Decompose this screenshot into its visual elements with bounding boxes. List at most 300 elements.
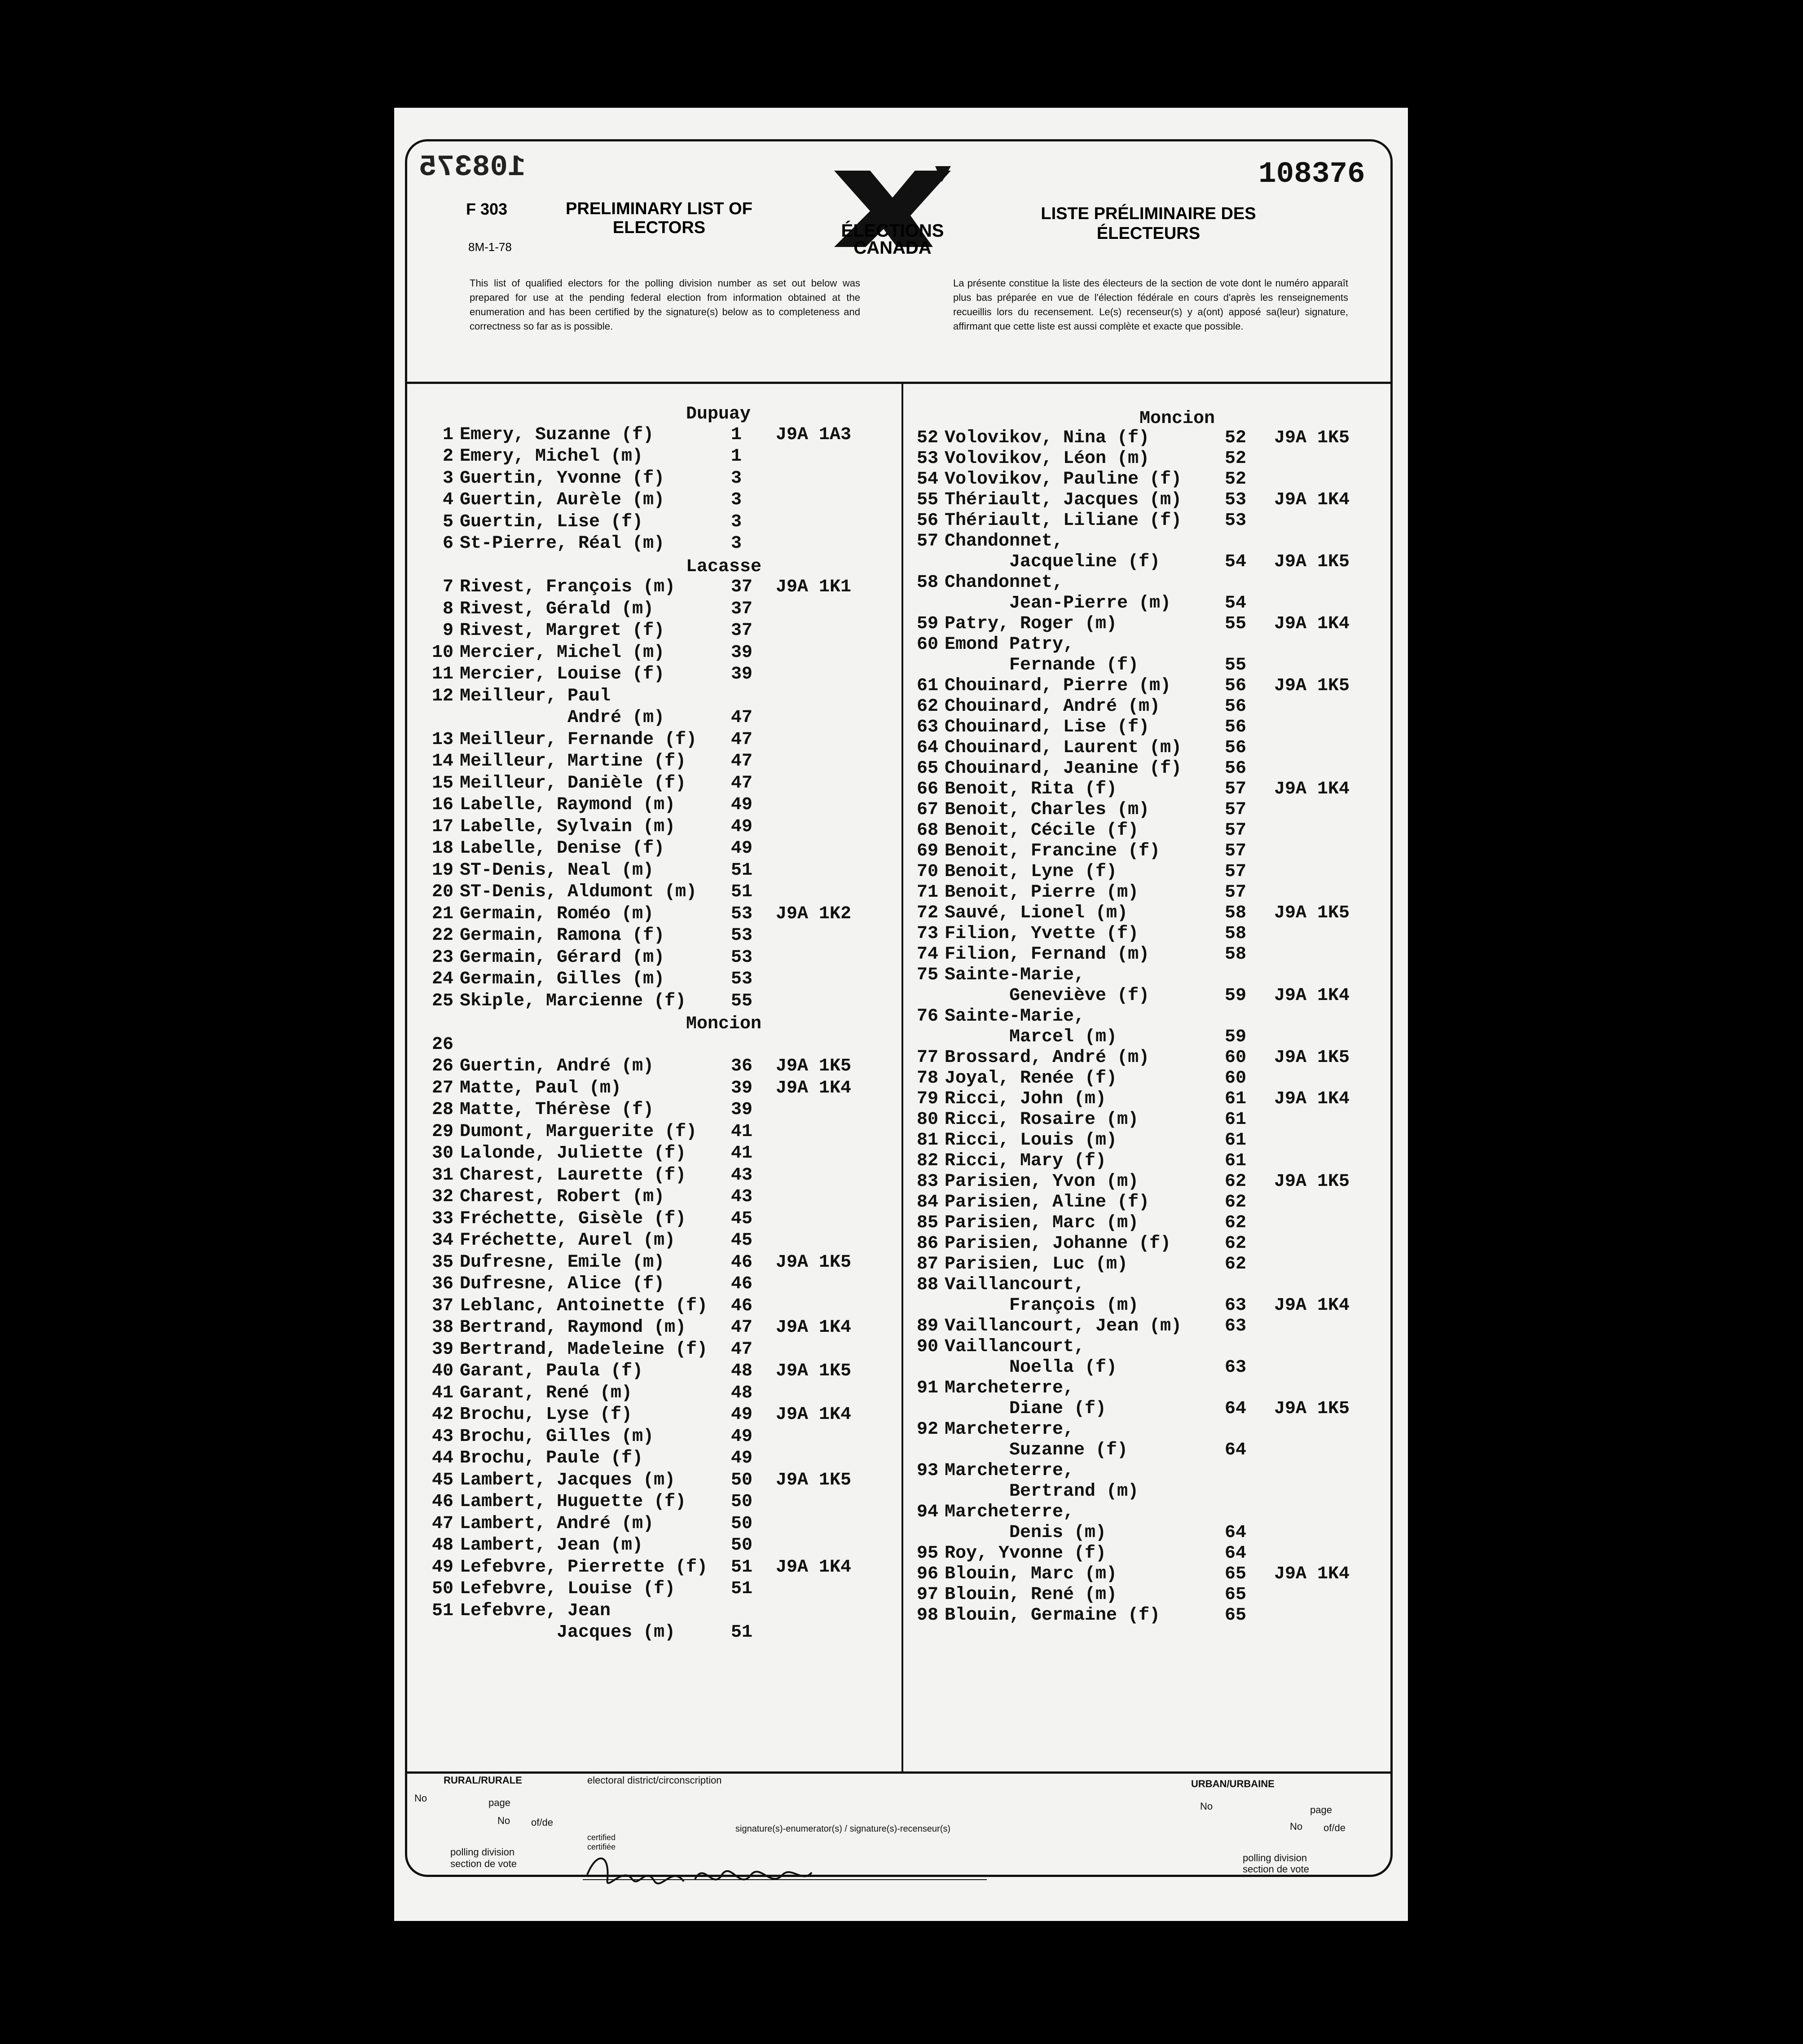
- civic-number: 41: [731, 1121, 753, 1142]
- elector-name: Emery, Suzanne (f): [460, 424, 654, 445]
- elector-number: 35: [431, 1252, 453, 1273]
- civic-number: 49: [731, 795, 753, 815]
- elector-name: Volovikov, Pauline (f): [945, 469, 1182, 489]
- rural-ofde-label: of/de: [531, 1817, 553, 1828]
- elector-number: 16: [431, 795, 453, 815]
- elector-name: Chandonnet,: [945, 573, 1064, 593]
- elector-row: [906, 1399, 1350, 1419]
- elector-number: 57: [916, 531, 938, 551]
- elector-name: Jean-Pierre (m): [945, 593, 1171, 613]
- civic-number: 41: [731, 1143, 753, 1163]
- elector-number: 21: [431, 903, 453, 924]
- elector-row: [421, 1143, 753, 1163]
- postal-code: J9A 1K5: [776, 1470, 852, 1490]
- elector-name: Charest, Laurette (f): [460, 1165, 686, 1185]
- elector-row: [421, 1513, 753, 1534]
- elector-number: 69: [916, 841, 938, 861]
- section-vote-label-right: section de vote: [1243, 1863, 1309, 1875]
- elector-number: 43: [431, 1426, 453, 1447]
- urban-no2-label: No: [1290, 1821, 1303, 1832]
- elector-row: [421, 468, 742, 489]
- intro-english: This list of qualified electors for the polling division number as set out below was prepared for use at the pending federal election from information obtained at the enumeration and has been certified by the signature(s) below as to completeness and correctness so far as is possible.: [470, 278, 860, 332]
- title-english: PRELIMINARY LIST OF ELECTORS: [566, 199, 752, 237]
- elector-name: Chouinard, Lise (f): [945, 717, 1150, 737]
- elector-name: Charest, Robert (m): [460, 1187, 665, 1207]
- elector-row: [906, 1151, 1247, 1171]
- elector-row: [421, 1383, 753, 1403]
- elector-name: Labelle, Sylvain (m): [460, 816, 676, 837]
- elector-name: Dumont, Marguerite (f): [460, 1121, 697, 1142]
- elector-row: [906, 593, 1247, 613]
- elector-row: [906, 552, 1350, 572]
- elector-row: [906, 924, 1247, 944]
- civic-number: 39: [731, 664, 753, 684]
- title-french: LISTE PRÉLIMINAIRE DES ÉLECTEURS: [1041, 204, 1256, 243]
- elector-row: [421, 533, 742, 554]
- elector-number: 31: [431, 1165, 453, 1185]
- elector-number: 30: [431, 1143, 453, 1163]
- elector-name: Benoit, Cécile (f): [945, 820, 1139, 841]
- elector-row: [906, 966, 1085, 984]
- elector-name: Sauvé, Lionel (m): [945, 903, 1128, 923]
- elector-row: [421, 991, 753, 1011]
- elector-name: Geneviève (f): [945, 986, 1150, 1006]
- elector-row: [906, 614, 1350, 634]
- rural-no2-label: No: [497, 1815, 510, 1826]
- elector-row: [906, 1357, 1247, 1378]
- elector-row: [906, 1295, 1350, 1316]
- elector-row: [906, 469, 1247, 489]
- civic-number: 53: [731, 925, 753, 946]
- elector-number: 91: [916, 1378, 938, 1398]
- civic-number: 65: [1225, 1564, 1247, 1584]
- elector-number: 94: [916, 1502, 938, 1522]
- elector-number: 85: [916, 1213, 938, 1233]
- civic-number: 55: [1225, 614, 1247, 634]
- elector-number: 39: [431, 1339, 453, 1360]
- civic-number: 47: [731, 729, 753, 750]
- postal-code: J9A 1K4: [1274, 1089, 1350, 1109]
- elector-name: André (m): [460, 708, 665, 728]
- elector-number: 19: [431, 860, 453, 881]
- elector-row: [421, 1036, 460, 1054]
- elector-name: Chouinard, Pierre (m): [945, 676, 1171, 696]
- elector-name: Denis (m): [945, 1523, 1107, 1543]
- civic-number: 58: [1225, 924, 1247, 944]
- elector-row: [906, 574, 1063, 592]
- postal-code: J9A 1K4: [776, 1557, 852, 1577]
- elector-row: [906, 1605, 1247, 1626]
- rural-no-label: No: [414, 1793, 427, 1804]
- elector-number: 33: [431, 1208, 453, 1229]
- elector-number: 2: [442, 446, 453, 467]
- elector-name: Fréchette, Gisèle (f): [460, 1208, 686, 1229]
- civic-number: 47: [731, 708, 753, 728]
- postal-code: J9A 1A3: [776, 424, 852, 445]
- elector-row: [906, 1008, 1085, 1026]
- left-elector-column: [421, 404, 897, 1769]
- elector-row: [421, 1165, 753, 1185]
- elector-number: 53: [916, 449, 938, 469]
- civic-number: 61: [1225, 1151, 1247, 1171]
- civic-number: 62: [1225, 1172, 1247, 1192]
- elector-row: [421, 1317, 852, 1338]
- postal-code: J9A 1K5: [1274, 1399, 1350, 1419]
- elector-row: [906, 882, 1247, 903]
- civic-number: 50: [731, 1470, 753, 1490]
- civic-number: 45: [731, 1208, 753, 1229]
- civic-number: 63: [1225, 1295, 1247, 1316]
- elector-name: Sainte-Marie,: [945, 1006, 1085, 1026]
- elector-number: 72: [916, 903, 938, 923]
- postal-code: J9A 1K4: [1274, 490, 1350, 510]
- elector-name: Meilleur, Paul: [460, 686, 611, 706]
- civic-number: 49: [731, 1405, 753, 1425]
- elector-row: [421, 687, 611, 705]
- elector-number: 40: [431, 1361, 453, 1381]
- elector-number: 29: [431, 1121, 453, 1142]
- civic-number: 58: [1225, 903, 1247, 923]
- elector-row: [421, 1579, 753, 1599]
- elector-row: [421, 1622, 753, 1643]
- elector-row: [421, 969, 753, 989]
- civic-number: 58: [1225, 944, 1247, 965]
- elector-row: [906, 511, 1247, 531]
- elector-number: 23: [431, 947, 453, 968]
- civic-number: 64: [1225, 1399, 1247, 1419]
- elector-number: 73: [916, 924, 938, 944]
- civic-number: 64: [1225, 1440, 1247, 1460]
- elector-number: 37: [431, 1295, 453, 1316]
- elector-row: [906, 1130, 1247, 1150]
- elector-number: 22: [431, 925, 453, 946]
- elector-row: [421, 795, 753, 815]
- rural-page-label: page: [488, 1797, 510, 1808]
- elector-number: 61: [916, 676, 938, 696]
- civic-number: 37: [731, 599, 753, 619]
- elector-row: [421, 1602, 611, 1620]
- civic-number: 49: [731, 838, 753, 859]
- elector-row: [906, 1276, 1085, 1294]
- urban-page-label: page: [1310, 1804, 1332, 1815]
- postal-code: J9A 1K5: [1274, 903, 1350, 923]
- civic-number: 1: [731, 446, 742, 467]
- elector-name: Leblanc, Antoinette (f): [460, 1295, 708, 1316]
- civic-number: 39: [731, 1078, 753, 1098]
- civic-number: 52: [1225, 428, 1247, 448]
- elector-name: Bertrand (m): [945, 1481, 1139, 1502]
- elector-row: [421, 446, 742, 467]
- elector-number: 95: [916, 1543, 938, 1564]
- elector-number: 70: [916, 862, 938, 882]
- civic-number: 53: [1225, 490, 1247, 510]
- elector-name: Volovikov, Léon (m): [945, 449, 1150, 469]
- elector-name: Parisien, Marc (m): [945, 1213, 1139, 1233]
- postal-code: J9A 1K4: [1274, 1564, 1350, 1584]
- civic-number: 47: [731, 773, 753, 793]
- elector-number: 42: [431, 1405, 453, 1425]
- postal-code: J9A 1K4: [1274, 614, 1350, 634]
- civic-number: 54: [1225, 552, 1247, 572]
- elector-name: Emery, Michel (m): [460, 446, 643, 467]
- elector-row: [906, 1254, 1247, 1274]
- elector-row: [421, 1056, 852, 1076]
- elector-number: 81: [916, 1130, 938, 1150]
- elector-number: 84: [916, 1192, 938, 1212]
- civic-number: 1: [731, 424, 742, 445]
- elector-row: [906, 655, 1247, 675]
- polling-division-label-left: polling division: [450, 1846, 515, 1858]
- elector-row: [421, 1339, 753, 1360]
- elector-name: Chouinard, Laurent (m): [945, 738, 1182, 758]
- civic-number: 60: [1225, 1048, 1247, 1068]
- elector-name: Filion, Yvette (f): [945, 924, 1139, 944]
- elector-row: [906, 1233, 1247, 1254]
- elector-number: 66: [916, 779, 938, 799]
- civic-number: 60: [1225, 1068, 1247, 1088]
- elector-number: 89: [916, 1316, 938, 1336]
- elector-name: Thériault, Liliane (f): [945, 511, 1182, 531]
- elector-name: Fernande (f): [945, 655, 1139, 675]
- postal-code: J9A 1K4: [1274, 779, 1350, 799]
- elector-name: Lefebvre, Jean: [460, 1600, 611, 1621]
- elector-name: Rivest, Gérald (m): [460, 599, 654, 619]
- elector-name: Bertrand, Madeleine (f): [460, 1339, 708, 1360]
- civic-number: 50: [731, 1513, 753, 1534]
- elector-number: 79: [916, 1089, 938, 1109]
- civic-number: 62: [1225, 1233, 1247, 1254]
- civic-number: 48: [731, 1361, 753, 1381]
- elector-name: Benoit, Francine (f): [945, 841, 1161, 861]
- elector-name: Emond Patry,: [945, 634, 1074, 655]
- elector-row: [906, 1027, 1247, 1047]
- district-label: electoral district/circonscription: [587, 1775, 722, 1786]
- civic-number: 56: [1225, 758, 1247, 779]
- elector-name: Patry, Roger (m): [945, 614, 1117, 634]
- intro-french: La présente constitue la liste des électeurs de la section de vote dont le numéro apparaît plus bas préparée en vue de l'élection fédérale en cours d'après les renseignements recueillis lors du recensement. Le(s) recenseur(s) y a(ont) apposé sa(leur) signature, affirmant que cette liste est aussi complète et exacte que possible.: [953, 278, 1348, 332]
- postal-code: J9A 1K5: [1274, 1048, 1350, 1068]
- elector-name: Chandonnet,: [945, 531, 1064, 551]
- civic-number: 64: [1225, 1543, 1247, 1564]
- elector-row: [421, 1361, 852, 1381]
- elector-row: [906, 1503, 1074, 1521]
- elector-number: 10: [431, 642, 453, 663]
- elector-number: 27: [431, 1078, 453, 1098]
- elector-name: Germain, Gilles (m): [460, 969, 665, 989]
- elector-number: 52: [916, 428, 938, 448]
- elector-row: [906, 449, 1247, 469]
- elector-name: Mercier, Michel (m): [460, 642, 665, 663]
- elector-row: [906, 1483, 1139, 1501]
- civic-number: 36: [731, 1056, 753, 1076]
- civic-number: 59: [1225, 1027, 1247, 1047]
- street-header: Lacasse: [686, 556, 762, 577]
- elector-row: [421, 642, 753, 663]
- civic-number: 39: [731, 1100, 753, 1120]
- elector-row: [906, 1068, 1247, 1088]
- postal-code: J9A 1K5: [1274, 1172, 1350, 1192]
- elector-row: [906, 1440, 1247, 1460]
- elector-name: Meilleur, Danièle (f): [460, 773, 686, 793]
- civic-number: 43: [731, 1165, 753, 1185]
- civic-number: 56: [1225, 717, 1247, 737]
- elector-number: 14: [431, 751, 453, 771]
- elector-row: [421, 751, 753, 771]
- elector-row: [421, 577, 852, 597]
- postal-code: J9A 1K5: [1274, 676, 1350, 696]
- elector-number: 98: [916, 1605, 938, 1626]
- elector-row: [421, 599, 753, 619]
- postal-code: J9A 1K5: [776, 1252, 852, 1273]
- elector-name: Vaillancourt, Jean (m): [945, 1316, 1182, 1336]
- civic-number: 3: [731, 533, 742, 554]
- elector-row: [906, 986, 1350, 1006]
- form-date: 8M-1-78: [468, 240, 512, 254]
- elector-number: 92: [916, 1419, 938, 1440]
- urban-ofde-label: of/de: [1324, 1822, 1346, 1833]
- elector-number: 4: [442, 490, 453, 510]
- elector-name: Roy, Yvonne (f): [945, 1543, 1107, 1564]
- civic-number: 61: [1225, 1089, 1247, 1109]
- elector-name: Garant, René (m): [460, 1383, 633, 1403]
- elector-number: 1: [442, 424, 453, 445]
- elector-row: [421, 1557, 852, 1577]
- elector-number: 60: [916, 634, 938, 655]
- elector-name: Lefebvre, Pierrette (f): [460, 1557, 708, 1577]
- elector-row: [906, 1462, 1074, 1480]
- elector-name: Chouinard, Jeanine (f): [945, 758, 1182, 779]
- elector-name: Brossard, André (m): [945, 1048, 1150, 1068]
- elector-name: Parisien, Luc (m): [945, 1254, 1128, 1274]
- elector-row: [421, 816, 753, 837]
- elector-row: [421, 1405, 852, 1425]
- elector-name: Lefebvre, Louise (f): [460, 1579, 676, 1599]
- civic-number: 49: [731, 816, 753, 837]
- elector-row: [906, 533, 1063, 551]
- elector-number: 63: [916, 717, 938, 737]
- elector-name: Marcheterre,: [945, 1419, 1074, 1440]
- rural-label: RURAL/RURALE: [444, 1775, 522, 1786]
- elector-name: Germain, Roméo (m): [460, 903, 654, 924]
- elector-name: Guertin, André (m): [460, 1056, 654, 1076]
- elector-name: Suzanne (f): [945, 1440, 1128, 1460]
- elector-name: François (m): [945, 1295, 1139, 1316]
- elector-name: Ricci, Louis (m): [945, 1130, 1117, 1150]
- elector-number: 47: [431, 1513, 453, 1534]
- elector-row: [906, 717, 1247, 737]
- elector-number: 49: [431, 1557, 453, 1577]
- elector-name: Thériault, Jacques (m): [945, 490, 1182, 510]
- elector-name: Guertin, Yvonne (f): [460, 468, 665, 489]
- elector-number: 50: [431, 1579, 453, 1599]
- elector-number: 26: [431, 1056, 453, 1076]
- elector-name: Parisien, Johanne (f): [945, 1233, 1171, 1254]
- right-elector-column: [906, 409, 1395, 1774]
- elector-name: Jacques (m): [460, 1622, 676, 1643]
- civic-number: 48: [731, 1383, 753, 1403]
- elector-name: Lambert, Jean (m): [460, 1535, 643, 1555]
- civic-number: 51: [731, 1557, 753, 1577]
- elector-row: [906, 1338, 1085, 1356]
- elector-name: ST-Denis, Neal (m): [460, 860, 654, 881]
- elector-number: 88: [916, 1275, 938, 1295]
- elector-name: Dufresne, Emile (m): [460, 1252, 665, 1273]
- civic-number: 62: [1225, 1213, 1247, 1233]
- elector-number: 93: [916, 1461, 938, 1481]
- elector-name: Fréchette, Aurel (m): [460, 1230, 676, 1251]
- elector-name: Meilleur, Fernande (f): [460, 729, 697, 750]
- elector-row: [421, 1187, 753, 1207]
- elector-row: [906, 1564, 1350, 1584]
- elector-number: 82: [916, 1151, 938, 1171]
- elector-name: ST-Denis, Aldumont (m): [460, 882, 697, 902]
- civic-number: 57: [1225, 779, 1247, 799]
- elector-number: 41: [431, 1383, 453, 1403]
- elector-number: 86: [916, 1233, 938, 1254]
- postal-code: J9A 1K5: [776, 1056, 852, 1076]
- civic-number: 47: [731, 1317, 753, 1338]
- elector-row: [906, 841, 1247, 861]
- elector-row: [421, 708, 753, 728]
- elector-number: 13: [431, 729, 453, 750]
- civic-number: 55: [1225, 655, 1247, 675]
- elector-number: 65: [916, 758, 938, 779]
- elector-name: Joyal, Renée (f): [945, 1068, 1117, 1088]
- elector-number: 45: [431, 1470, 453, 1490]
- civic-number: 3: [731, 490, 742, 510]
- elector-row: [421, 1078, 852, 1098]
- elector-number: 96: [916, 1564, 938, 1584]
- elector-name: Matte, Thérèse (f): [460, 1100, 654, 1120]
- elector-number: 97: [916, 1585, 938, 1605]
- signatures-label: signature(s)-enumerator(s) / signature(s)-recenseur(s): [735, 1824, 951, 1834]
- elector-row: [421, 1208, 753, 1229]
- elector-name: Rivest, François (m): [460, 577, 676, 597]
- certified-label: certified certifiée: [587, 1833, 616, 1851]
- elector-name: Marcheterre,: [945, 1378, 1074, 1398]
- elector-name: Ricci, Mary (f): [945, 1151, 1107, 1171]
- civic-number: 51: [731, 860, 753, 881]
- elector-row: [421, 1492, 753, 1512]
- elector-name: Volovikov, Nina (f): [945, 428, 1150, 448]
- elector-row: [906, 862, 1247, 882]
- civic-number: 46: [731, 1295, 753, 1316]
- elector-name: Blouin, René (m): [945, 1585, 1117, 1605]
- civic-number: 53: [731, 903, 753, 924]
- elector-row: [906, 1192, 1247, 1212]
- civic-number: 37: [731, 621, 753, 641]
- elector-row: [906, 1172, 1350, 1192]
- postal-code: J9A 1K4: [1274, 1295, 1350, 1316]
- elector-row: [906, 1213, 1247, 1233]
- elector-number: 44: [431, 1448, 453, 1468]
- elector-name: St-Pierre, Réal (m): [460, 533, 665, 554]
- elector-number: 28: [431, 1100, 453, 1120]
- civic-number: 56: [1225, 676, 1247, 696]
- postal-code: J9A 1K5: [1274, 552, 1350, 572]
- civic-number: 62: [1225, 1254, 1247, 1274]
- elector-name: Benoit, Charles (m): [945, 800, 1150, 820]
- elector-number: 54: [916, 469, 938, 489]
- elector-number: 80: [916, 1110, 938, 1130]
- polling-division-label-right: polling division: [1243, 1852, 1307, 1863]
- elector-row: [421, 1252, 852, 1273]
- elector-name: Lambert, Huguette (f): [460, 1492, 686, 1512]
- elector-number: 12: [431, 686, 453, 706]
- elector-name: Brochu, Paule (f): [460, 1448, 643, 1468]
- elector-number: 38: [431, 1317, 453, 1338]
- postal-code: J9A 1K4: [776, 1405, 852, 1425]
